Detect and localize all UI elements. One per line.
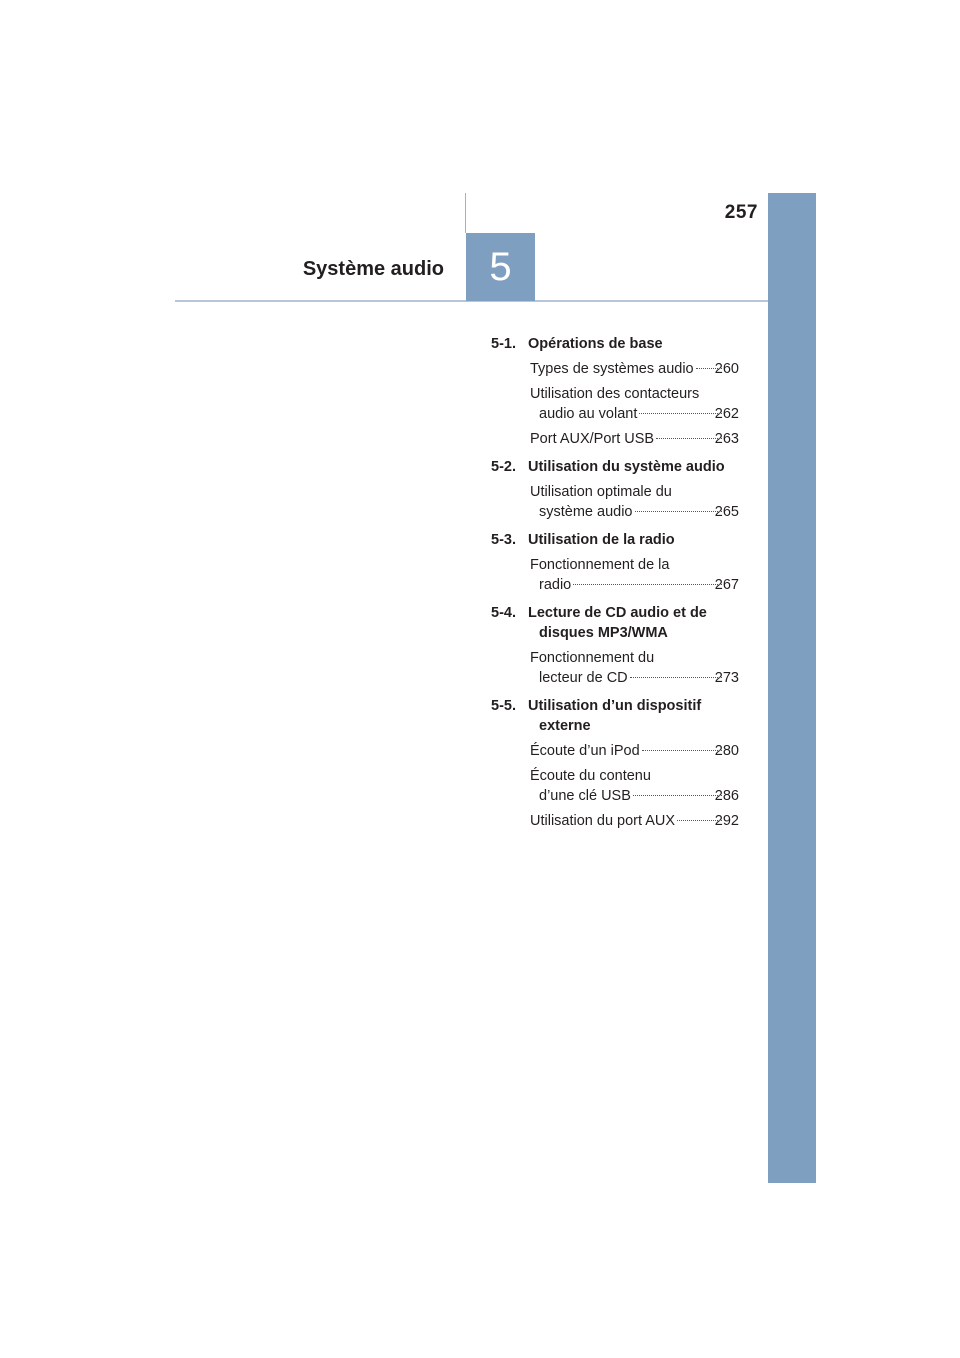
toc-entry[interactable] bbox=[530, 741, 739, 761]
dot-leader bbox=[696, 368, 722, 369]
toc-section-heading[interactable] bbox=[491, 334, 739, 354]
toc-entry-page: 260 bbox=[714, 361, 739, 377]
toc-entry-first-line: Fonctionnement de la bbox=[530, 557, 670, 573]
dot-leader bbox=[642, 750, 722, 751]
toc-entry-line bbox=[539, 668, 739, 688]
toc-entry-page: 265 bbox=[714, 504, 739, 520]
toc-entry[interactable] bbox=[530, 648, 739, 688]
toc-entry-line bbox=[539, 404, 739, 424]
toc-entry-list bbox=[491, 648, 739, 688]
toc-entry-page: 263 bbox=[714, 431, 739, 447]
toc-entry-label: audio au volant bbox=[539, 406, 638, 422]
dot-leader bbox=[677, 820, 722, 821]
toc-entry-line bbox=[539, 502, 739, 522]
toc-entry-line bbox=[530, 429, 739, 449]
page-number: 257 bbox=[724, 202, 758, 223]
toc-section-heading[interactable] bbox=[491, 530, 739, 550]
toc-entry-label: radio bbox=[539, 577, 572, 593]
toc-entry-list bbox=[491, 741, 739, 831]
toc-entry-list bbox=[491, 359, 739, 449]
toc-entry-first-line: Utilisation optimale du bbox=[530, 484, 672, 500]
toc-section-heading[interactable] bbox=[491, 457, 739, 477]
toc-entry-first-line: Fonctionnement du bbox=[530, 650, 655, 666]
toc-entry[interactable] bbox=[530, 359, 739, 379]
toc-entry-page: 280 bbox=[714, 743, 739, 759]
dot-leader bbox=[656, 438, 722, 439]
toc-entry-label: Types de systèmes audio bbox=[530, 361, 694, 377]
toc-entry-label: Utilisation du port AUX bbox=[530, 813, 676, 829]
toc-entry-line bbox=[539, 575, 739, 595]
toc-section-title: Opérations de base bbox=[528, 336, 663, 352]
toc-section-number: 5-2. bbox=[491, 459, 516, 475]
toc-section-number: 5-5. bbox=[491, 698, 516, 714]
header-divider-vertical bbox=[465, 193, 466, 233]
toc-entry-label: d’une clé USB bbox=[539, 788, 631, 804]
toc-entry-page: 286 bbox=[714, 788, 739, 804]
chapter-number-box: 5 bbox=[466, 233, 535, 301]
toc-entry[interactable] bbox=[530, 482, 739, 522]
toc-entry-list bbox=[491, 482, 739, 522]
toc-entry[interactable] bbox=[530, 766, 739, 806]
dot-leader bbox=[573, 584, 722, 585]
toc-entry-page: 262 bbox=[714, 406, 739, 422]
toc-section-title: Utilisation de la radio bbox=[528, 532, 675, 548]
toc-entry-label: système audio bbox=[539, 504, 633, 520]
toc-entry-first-line: Utilisation des contacteurs bbox=[530, 386, 700, 402]
toc-entry[interactable] bbox=[530, 384, 739, 424]
toc-entry[interactable] bbox=[530, 555, 739, 595]
toc-entry-line bbox=[530, 741, 739, 761]
toc-entry-label: lecteur de CD bbox=[539, 670, 628, 686]
toc-entry[interactable] bbox=[530, 811, 739, 831]
toc-section-number: 5-4. bbox=[491, 605, 516, 621]
toc-section-heading[interactable] bbox=[491, 603, 739, 643]
toc-entry-line bbox=[530, 811, 739, 831]
table-of-contents bbox=[491, 334, 739, 839]
toc-section-title: Utilisation du système audio bbox=[528, 459, 725, 475]
toc-entry-page: 267 bbox=[714, 577, 739, 593]
toc-section bbox=[491, 457, 739, 522]
toc-section bbox=[491, 696, 739, 831]
toc-entry-label: Port AUX/Port USB bbox=[530, 431, 655, 447]
toc-section-number: 5-1. bbox=[491, 336, 516, 352]
toc-entry-page: 273 bbox=[714, 670, 739, 686]
toc-entry-list bbox=[491, 555, 739, 595]
toc-section bbox=[491, 603, 739, 688]
toc-entry-first-line: Écoute du contenu bbox=[530, 768, 651, 784]
toc-entry-page: 292 bbox=[714, 813, 739, 829]
toc-section bbox=[491, 530, 739, 595]
dot-leader bbox=[635, 511, 722, 512]
toc-section-heading[interactable] bbox=[491, 696, 739, 736]
chapter-side-tab bbox=[768, 193, 816, 1183]
toc-entry-label: Écoute d’un iPod bbox=[530, 743, 640, 759]
toc-section bbox=[491, 334, 739, 449]
toc-entry-line bbox=[539, 786, 739, 806]
toc-entry-line bbox=[530, 359, 739, 379]
dot-leader bbox=[630, 677, 722, 678]
toc-section-title: Utilisation d’un dispositif externe bbox=[528, 698, 702, 734]
toc-section-title: Lecture de CD audio et de disques MP3/WMA bbox=[528, 605, 707, 641]
dot-leader bbox=[633, 795, 722, 796]
dot-leader bbox=[639, 413, 721, 414]
toc-section-number: 5-3. bbox=[491, 532, 516, 548]
toc-entry[interactable] bbox=[530, 429, 739, 449]
chapter-title: Système audio bbox=[302, 258, 444, 280]
